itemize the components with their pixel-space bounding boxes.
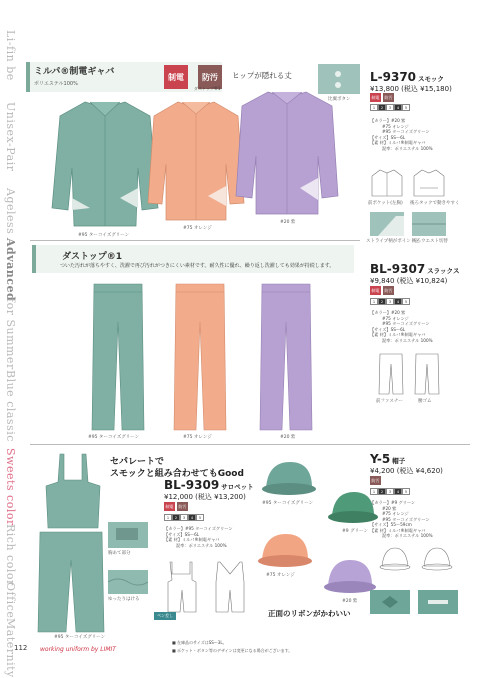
slacks-back-drawing <box>414 352 440 396</box>
cap-orange-image <box>256 530 314 570</box>
waist-rubber-image <box>108 570 148 594</box>
back-line-drawing <box>412 168 446 198</box>
chest-note: 胸あて部分 <box>108 551 131 556</box>
section-divider <box>30 240 360 241</box>
slacks-front-drawing <box>378 352 404 396</box>
sidebar-word-10[interactable]: Maternity <box>4 618 17 678</box>
cap-caption-4: #20 紫 <box>342 599 358 604</box>
front-pocket-note: 前ポケット(左胸) <box>368 201 403 206</box>
antistatic-mini-badge: 制電 <box>370 93 381 102</box>
pants-caption-3: #20 紫 <box>280 435 296 440</box>
product-number-bl9309: BL-9309 サロペット <box>164 478 254 492</box>
overalls-top-image <box>44 452 102 530</box>
smock-caption-1: #95 ターコイズグリーン <box>78 233 130 238</box>
footnote-1: ■ 在庫品のサイズはSS〜3L。 <box>172 640 227 645</box>
front-line-drawing <box>370 168 404 198</box>
spec-bl9309: 【カラー】#95 ターコイズグリーン 【サイズ】SS〜6L 【素 材】ミルパ®制電ギャバ 混率：ポリエステル 100% <box>164 526 233 548</box>
feature-badges-bl9307 <box>370 286 394 295</box>
spec-bl9307: 【カラー】#20 紫 #75 オレンジ #95 ターコイズグリーン 【サイズ】SS〜6L 【素 材】ミルパ®制電ギャバ 混率：ポリエステル 100% <box>370 310 433 343</box>
size-scale-l9370: 1 2 3 4 5 <box>370 104 410 111</box>
section-divider-2 <box>30 444 470 445</box>
pants-caption-1: #95 ターコイズグリーン <box>88 435 140 440</box>
dustop-description: ついた汚れが落ちやすく、洗濯で再び汚れがつきにくい素材です。耐久性に優れ、繰り返し洗濯しても効果が持続します。 <box>60 263 335 269</box>
smock-turquoise-image <box>50 98 160 230</box>
button-detail-image <box>318 64 360 94</box>
back-tuck-note: 後ろタックで動きやすく <box>410 201 460 206</box>
smock-purple-image <box>232 88 342 218</box>
product-number-l9370: L-9370 スモック <box>370 70 444 84</box>
feature-badges-bl9309: 制電 防汚 <box>164 502 188 511</box>
fit-note: ゆったりはける <box>108 597 140 602</box>
stain-resistant-badge: 防汚 <box>198 65 222 89</box>
feature-badges-y5: 防汚 <box>370 476 381 485</box>
antistatic-mini-badge: 制電 <box>370 286 381 295</box>
rubber-note: 腰ゴム <box>418 399 432 404</box>
sidebar-nav <box>2 20 24 678</box>
button-detail-label: 比翼ボタン <box>328 97 351 102</box>
footer-brand[interactable]: working uniform by LIMIT <box>40 646 116 653</box>
feature-badges-l9370 <box>370 93 394 102</box>
smock-orange-image <box>146 98 246 224</box>
series-title: ミルパ®制電ギャバ <box>34 67 115 77</box>
overalls-callout: セパレートで スモックと組み合わせてもGood <box>110 457 244 479</box>
price-y5: ¥4,200 (税込 ¥4,620) <box>370 467 443 475</box>
stripe-detail-image <box>370 212 404 236</box>
pen-slot-tag: ペン差し <box>154 612 176 620</box>
overalls-caption: #95 ターコイズグリーン <box>54 635 106 640</box>
cap-caption-3: #75 オレンジ <box>266 573 295 578</box>
cap-caption-2: #9 グリーン <box>342 529 368 534</box>
sidebar-word-1[interactable]: Li-fin be <box>4 30 17 81</box>
pants-orange-image <box>172 282 228 432</box>
stain-mini-badge: 防汚 <box>383 93 394 102</box>
antistatic-badge: 制電 <box>164 65 188 89</box>
cap-caption-1: #95 ターコイズグリーン <box>262 501 314 506</box>
waist-note: 後ろウエスト切替 <box>412 239 448 244</box>
badge-caption: ダストップ®1 <box>194 86 221 91</box>
sidebar-word-5[interactable]: for Summer <box>4 298 17 370</box>
overalls-front-drawing <box>160 560 204 614</box>
size-scale-bl9307: 1 2 3 4 5 <box>370 298 410 305</box>
pants-caption-2: #75 オレンジ <box>183 435 212 440</box>
size-scale-bl9309: 1 2 3 4 5 <box>164 514 204 521</box>
overalls-back-drawing <box>208 560 252 614</box>
adjuster-detail-image <box>418 590 458 614</box>
smock-tagline: ヒップが隠れる丈 <box>232 71 292 80</box>
price-bl9309: ¥12,000 (税込 ¥13,200) <box>164 493 246 501</box>
stripe-note: ストライプ柄がポイントと <box>366 239 420 244</box>
sidebar-word-9[interactable]: Office <box>4 582 17 619</box>
dustop-title: ダストップ®1 <box>62 252 122 262</box>
spec-y5: 【カラー】#9 グリーン #20 紫 #75 オレンジ #95 ターコイズグリーン 【サイズ】55〜59cm 【素 材】ミルパ®制電ギャバ 混率：ポリエステル 100% <box>370 500 433 538</box>
sidebar-word-3[interactable]: Ageless <box>4 188 17 235</box>
series-composition: ポリエステル100% <box>34 81 78 87</box>
ribbon-detail-image <box>370 590 410 614</box>
sidebar-word-2[interactable]: Unisex-Pair <box>4 102 17 172</box>
overalls-pants-image <box>36 530 106 634</box>
product-number-bl9307: BL-9307 スラックス <box>370 262 460 276</box>
waist-detail-image <box>412 212 446 236</box>
stain-mini-badge: 防汚 <box>383 286 394 295</box>
product-number-y5: Y-5 帽子 <box>370 452 406 466</box>
cap-front-drawing <box>378 546 412 572</box>
sidebar-word-8[interactable]: Rich color <box>4 524 17 586</box>
pants-turquoise-image <box>90 282 146 432</box>
spec-l9370: 【カラー】#20 紫 #75 オレンジ #95 ターコイズグリーン 【サイズ】SS〜6L 【素 材】ミルパ®制電ギャバ 混率：ポリエステル 100% <box>370 118 433 151</box>
zip-note: 前ファスナー <box>376 399 403 404</box>
footnote-2: ■ ポケット・ボタン等のデザインは変更になる場合がございます。 <box>172 648 293 653</box>
sidebar-word-7[interactable]: Sweets color <box>4 448 17 526</box>
smock-caption-2: #75 オレンジ <box>183 226 212 231</box>
chest-detail-image <box>108 522 148 548</box>
cap-turquoise-image <box>260 458 318 498</box>
cap-back-drawing <box>420 546 454 572</box>
pants-purple-image <box>258 282 314 432</box>
smock-caption-3: #20 紫 <box>280 220 296 225</box>
sidebar-word-6[interactable]: Blue classic <box>4 370 17 442</box>
price-l9370: ¥13,800 (税込 ¥15,180) <box>370 85 452 93</box>
ribbon-callout: 正面のリボンがかわいい <box>268 609 351 618</box>
page-number: 112 <box>14 644 28 652</box>
size-scale-y5: 1 2 3 4 5 <box>370 488 410 495</box>
price-bl9307: ¥9,840 (税込 ¥10,824) <box>370 277 448 285</box>
sidebar-word-4[interactable]: Advanced <box>4 238 17 302</box>
